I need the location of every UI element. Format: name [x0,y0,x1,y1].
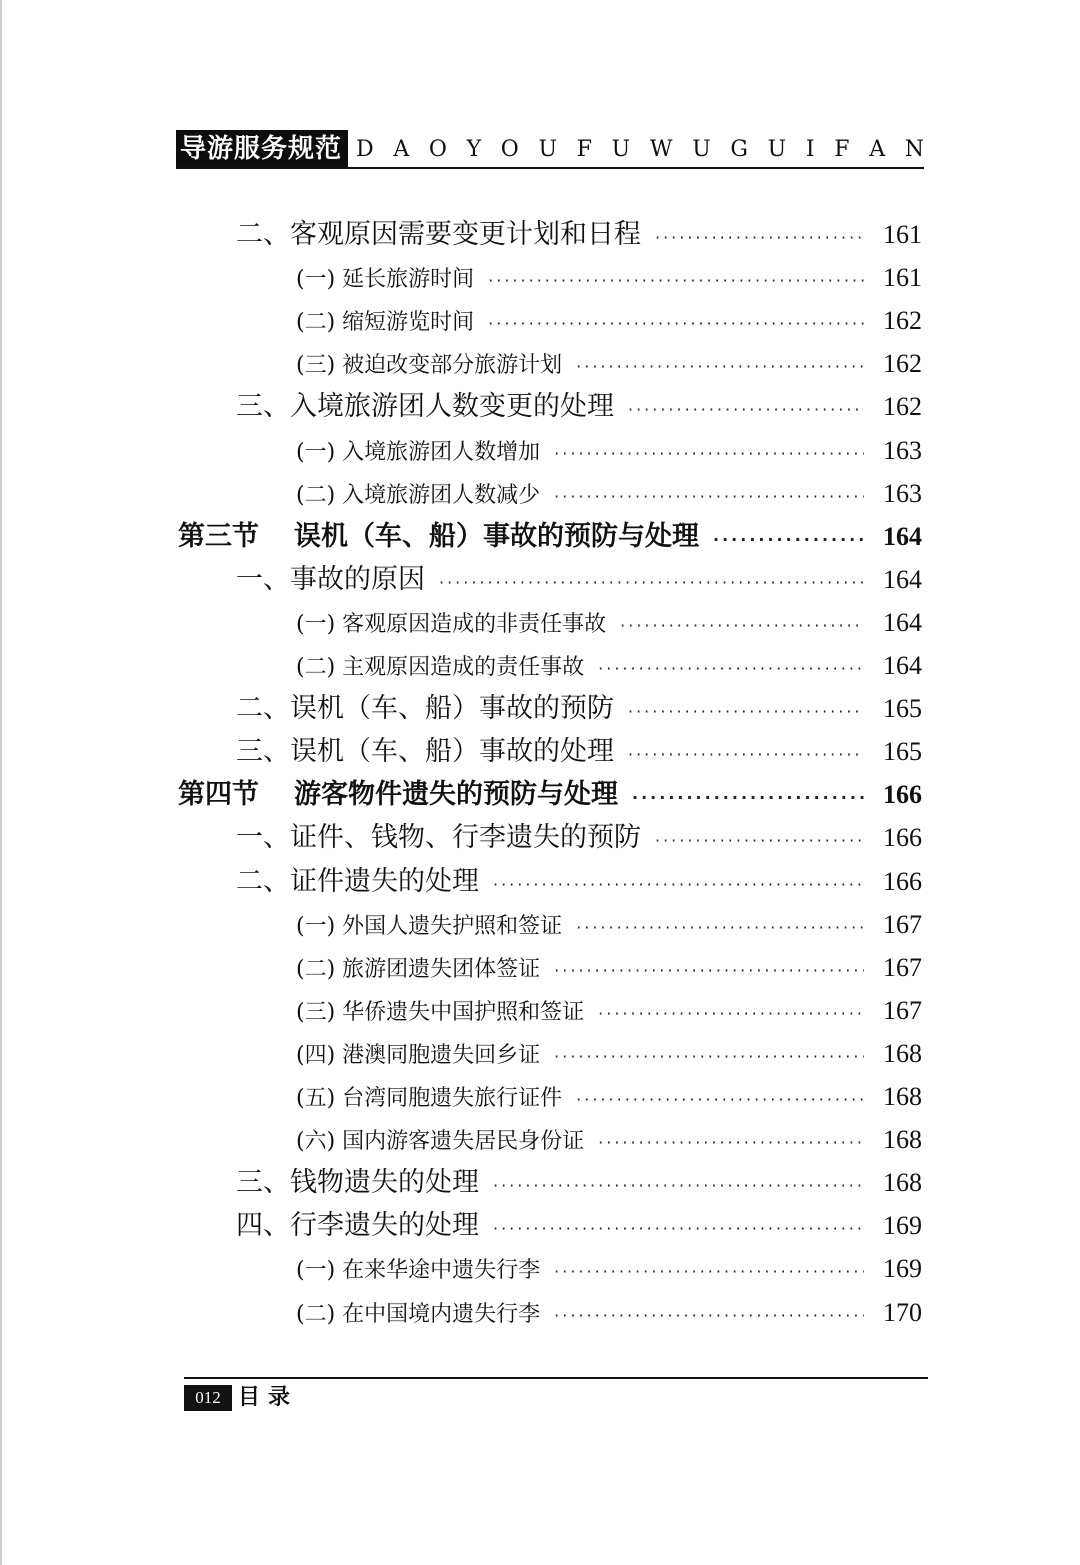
toc-page-number: 165 [883,694,922,724]
toc-subitem-row [296,342,922,385]
header-letter: U [692,136,711,162]
dot-leader [554,475,864,518]
toc-page-number: 162 [883,392,922,422]
header-letter: D [356,136,374,162]
dot-leader [554,1250,864,1293]
toc-subitem-row [296,989,922,1032]
toc-item-row [236,816,922,859]
running-header [176,130,924,168]
toc-entry-title: 一、事故的原因 [236,563,425,595]
header-letter: W [649,136,673,162]
section-number: 第三节 [178,520,259,552]
header-letter: I [805,136,815,162]
toc-entry-title: (五) 台湾同胞遗失旅行证件 [296,1086,563,1111]
toc-page-number: 166 [883,866,922,896]
dot-leader [576,345,864,388]
dot-leader [655,819,864,862]
header-letter: Y [466,136,482,162]
toc-page-number: 163 [883,478,922,508]
toc-entry-title: (一) 延长旅游时间 [296,267,475,293]
page-number: 012 [184,1385,232,1411]
toc-entry-title [178,515,699,558]
header-letter: A [393,136,410,162]
toc-item-row [236,687,922,730]
toc-entry-title: 三、钱物遗失的处理 [236,1167,479,1199]
toc-page-number: 164 [883,651,922,680]
toc-page-number: 169 [883,1211,922,1241]
dot-leader [576,906,864,949]
toc-subitem-row [296,1032,922,1075]
toc-item-row [236,385,922,428]
toc-subitem-row [296,299,922,342]
toc-page-number: 167 [883,952,922,982]
toc-page-number: 168 [883,1125,922,1155]
dot-leader [598,992,864,1035]
toc-entry-title: 一、证件、钱物、行李遗失的预防 [236,822,641,854]
toc-page-number: 166 [883,823,922,853]
toc-page-number: 162 [883,306,922,336]
toc-item-row [236,860,922,903]
dot-leader [628,388,864,431]
toc-entry-title [178,773,618,816]
toc-item-row [236,1204,922,1247]
toc-subitem-row [296,1247,922,1290]
toc-page-number: 162 [883,349,922,379]
toc-page-number: 165 [883,737,922,767]
toc-page-number: 167 [883,995,922,1025]
toc-subitem-row [296,1291,922,1334]
toc-page-number: 161 [883,220,922,249]
dot-leader [554,1035,864,1078]
toc-entry-title: 二、误机（车、船）事故的预防 [236,693,614,725]
toc-entry-title: (二) 入境旅游团人数减少 [296,482,541,508]
toc-page-number: 168 [883,1168,922,1198]
header-rule [176,167,924,169]
toc-page-number: 167 [883,909,922,939]
toc-entry-title: (六) 国内游客遗失居民身份证 [296,1129,585,1155]
dot-leader [439,561,864,604]
header-letter: U [538,136,558,162]
toc-entry-title: (三) 华侨遗失中国护照和签证 [296,999,585,1025]
dot-leader [628,690,864,733]
footer-rule [184,1377,928,1379]
toc-item-row [236,730,922,773]
dot-leader [554,1294,864,1337]
toc-page-number: 161 [883,263,922,293]
dot-leader [493,863,864,906]
toc-page-number: 163 [883,435,922,465]
page-edge [0,0,2,1565]
toc-page-number: 169 [883,1254,922,1284]
header-letter: G [730,136,748,162]
dot-leader [488,259,864,302]
running-footer [184,1377,928,1417]
dot-leader [628,733,864,776]
section-title: 游客物件遗失的预防与处理 [294,779,618,811]
toc-page-number: 166 [883,780,922,810]
toc-subitem-row [296,472,922,515]
dot-leader [620,604,864,647]
toc-entry-title: (二) 主观原因造成的责任事故 [296,655,585,680]
header-letter: A [869,136,886,162]
toc-page-number: 164 [883,564,922,594]
toc-subitem-row [296,1118,922,1161]
toc-entry-title: (三) 被迫改变部分旅游计划 [296,353,563,379]
section-title: 误机（车、船）事故的预防与处理 [294,520,699,552]
toc-entry-title: (一) 外国人遗失护照和签证 [296,913,563,939]
dot-leader [493,1164,864,1207]
toc-entry-title: (一) 入境旅游团人数增加 [296,439,541,465]
toc-page-number: 168 [883,1038,922,1068]
dot-leader [598,1121,864,1164]
toc-item-row [236,558,922,601]
header-letter: O [500,136,519,162]
toc-entry-title: 二、证件遗失的处理 [236,865,479,897]
toc-entry-title: 二、客观原因需要变更计划和日程 [236,219,641,250]
footer-label: 目录 [238,1385,299,1410]
toc-section-row [178,773,922,816]
toc-entry-title: (二) 旅游团遗失团体签证 [296,956,541,982]
section-number: 第四节 [178,779,259,811]
dot-leader [598,647,864,690]
header-letter: O [428,136,447,162]
toc-subitem-row [296,946,922,989]
toc-subitem-row [296,601,922,644]
dot-leader [554,949,864,992]
toc-entry-title: 三、入境旅游团人数变更的处理 [236,391,614,423]
toc-entry-title: (一) 在来华途中遗失行李 [296,1258,541,1284]
header-letter: F [834,136,850,162]
header-letter: U [611,136,631,162]
dot-leader [632,776,864,819]
toc-section-row [178,515,922,558]
toc-page-number: 170 [883,1297,922,1327]
header-letter: U [767,136,787,162]
toc-subitem-row [296,1075,922,1118]
toc-entry-title: 四、行李遗失的处理 [236,1210,479,1242]
toc-page-number: 164 [883,607,922,637]
dot-leader [488,302,864,345]
header-letter: F [576,136,592,162]
toc-subitem-row [296,256,922,299]
dot-leader [554,432,864,475]
toc-entry-title: 三、误机（车、船）事故的处理 [236,736,614,768]
toc-entry-title: (四) 港澳同胞遗失回乡证 [296,1042,541,1068]
book-title: 导游服务规范 [176,130,348,168]
toc-entry-title: (二) 缩短游览时间 [296,310,475,336]
toc-item-row [236,1161,922,1204]
toc-page-number: 168 [883,1082,922,1111]
book-title-pinyin [348,130,924,168]
dot-leader [713,518,864,561]
dot-leader [493,1207,864,1250]
toc-subitem-row [296,429,922,472]
header-letter: N [904,136,924,162]
toc-subitem-row [296,903,922,946]
toc-subitem-row [296,644,922,687]
toc-entry-title: (二) 在中国境内遗失行李 [296,1301,541,1327]
dot-leader [576,1078,864,1121]
toc-page-number: 164 [883,521,922,551]
toc-item-row [236,213,922,256]
dot-leader [655,216,864,259]
toc-entry-title: (一) 客观原因造成的非责任事故 [296,611,607,637]
